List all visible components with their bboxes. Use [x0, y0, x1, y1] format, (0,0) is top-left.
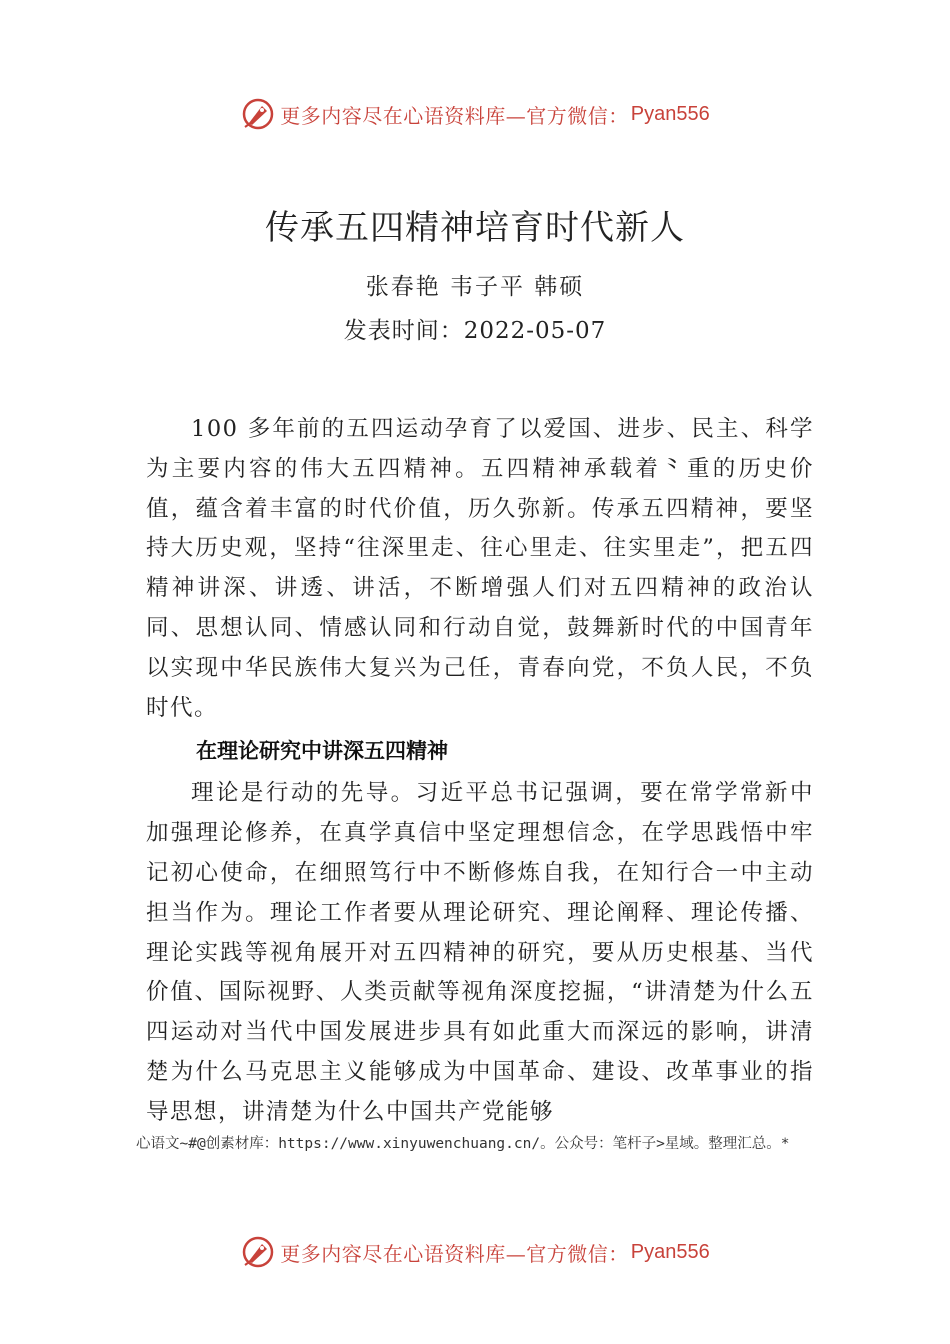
banner-wechat-id: Pyan556 — [630, 1240, 710, 1263]
pen-nib-logo-icon — [240, 1234, 276, 1270]
paragraph-intro: 100 多年前的五四运动孕育了以爱国、进步、民主、科学为主要内容的伟大五四精神。五四精神承载着⺀重的历史价值，蕴含着丰富的时代价值，历久弥新。传承五四精神，要坚持大历史观，坚持“往深里走、往心里走、往实里走”，把五四精神讲深、讲透、讲活，不断增强人们对五四精神的政治认同、思想认同、情感认同和行动自觉，鼓舞新时代的中国青年以实现中华民族伟大复兴为己任，青春向党，不负人民，不负时代。 — [146, 416, 814, 721]
bottom-banner — [0, 1232, 950, 1272]
top-banner — [0, 94, 950, 134]
article-body — [146, 410, 814, 1133]
article-date: 发表时间：2022-05-07 — [343, 318, 607, 344]
article-authors: 张春艳 韦子平 韩硕 — [365, 274, 585, 300]
pen-nib-logo-icon — [240, 96, 276, 132]
banner-wechat-id: Pyan556 — [630, 102, 710, 125]
paragraph-theory: 理论是行动的先导。习近平总书记强调，要在常学常新中加强理论修养，在真学真信中坚定理想信念，在学思践悟中牢记初心使命，在细照笃行中不断修炼自我，在知行合一中主动担当作为。理论工作者要从理论研究、理论阐释、理论传播、理论实践等视角展开对五四精神的研究，要从历史根基、当代价值、国际视野、人类贡献等视角深度挖掘，“讲清楚为什么五四运动对当代中国发展进步具有如此重大而深远的影响，讲清楚为什么马克思主义能够成为中国革命、建设、改革事业的指导思想，讲清楚为什么中国共产党能够 — [146, 780, 814, 1125]
banner-text: 更多内容尽在心语资料库—官方微信： — [280, 1241, 629, 1266]
section-heading: 在理论研究中讲深五四精神 — [196, 739, 448, 764]
banner-text: 更多内容尽在心语资料库—官方微信： — [280, 103, 629, 128]
article-title: 传承五四精神培育时代新人 — [265, 208, 685, 248]
footer-note: 心语文~#@创素材库：https://www.xinyuwenchuang.cn/。公众号：笔杆子>星域。整理汇总。* — [136, 1136, 790, 1152]
